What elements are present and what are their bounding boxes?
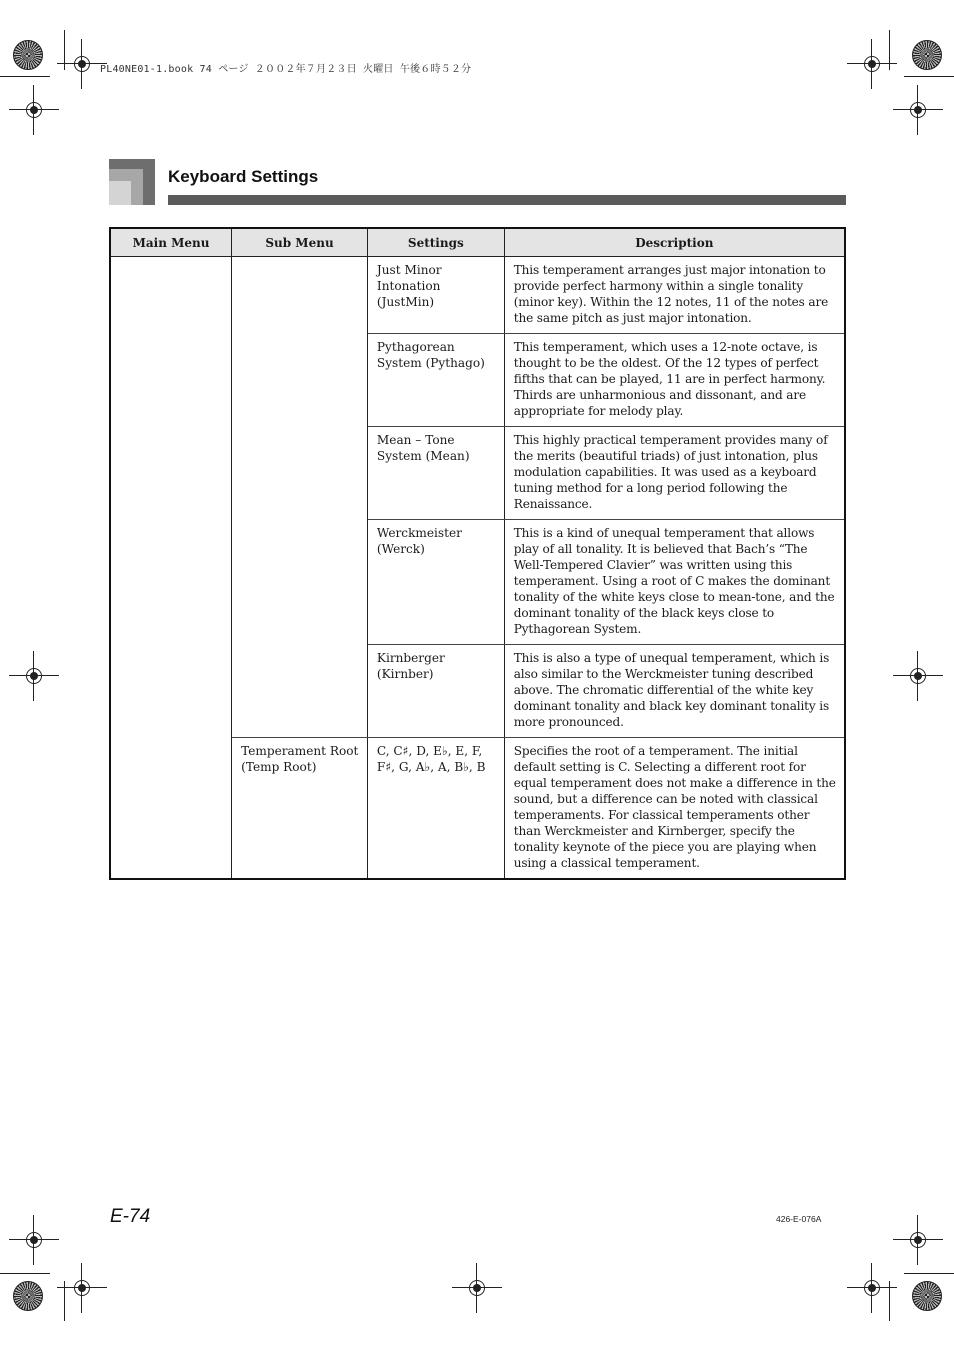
crop-line xyxy=(0,76,50,77)
keyboard-settings-table xyxy=(109,227,846,880)
table-row xyxy=(110,257,845,334)
sub-menu-temperament-root: Temperament Root (Temp Root) xyxy=(232,738,368,880)
section-title: Keyboard Settings xyxy=(168,167,319,186)
crop-line xyxy=(904,1273,954,1274)
crop-line xyxy=(904,76,954,77)
setting-cell: Kirnberger (Kirnber) xyxy=(367,645,504,738)
crop-line xyxy=(64,1281,65,1321)
description-cell: This temperament arranges just major intonation to provide perfect harmony within a single tonality (minor key). Within the 12 notes, 11 of the notes are the same pitch as just major intonation. xyxy=(504,257,845,334)
registration-burst-bottom-left xyxy=(13,1281,43,1311)
file-header: PL40NE01-1.book 74 ページ ２００２年７月２３日 火曜日 午後６時５２分 xyxy=(100,64,472,75)
description-cell: This highly practical temperament provides many of the merits (beautiful triads) of just intonation, plus modulation capabilities. It was used as a keyboard tuning method for a long period following the Renaissance. xyxy=(504,427,845,520)
crosshair-mark-right-upper xyxy=(907,99,929,121)
setting-cell-root-notes: C, C♯, D, E♭, E, F, F♯, G, A♭, A, B♭, B xyxy=(367,738,504,880)
setting-cell: Werckmeister (Werck) xyxy=(367,520,504,645)
setting-cell: Mean – Tone System (Mean) xyxy=(367,427,504,520)
crosshair-mark-left-middle xyxy=(23,665,45,687)
column-header-main-menu: Main Menu xyxy=(110,228,232,257)
registration-burst-top-right xyxy=(912,40,942,70)
description-cell: This is a kind of unequal temperament that allows play of all tonality. It is believed that Bach’s “The Well-Tempered Clavier” was written using this temperament. Using a root of C makes the dominant tonality of the white keys close to mean-tone, and the dominant tonality of the black keys close to Pythagorean System. xyxy=(504,520,845,645)
document-code: 426-E-076A xyxy=(776,1214,822,1224)
crosshair-mark-top-left xyxy=(71,53,93,75)
column-header-settings: Settings xyxy=(367,228,504,257)
column-header-sub-menu: Sub Menu xyxy=(232,228,368,257)
crop-line xyxy=(64,30,65,70)
sub-menu-cell xyxy=(232,257,368,738)
main-menu-cell xyxy=(110,257,232,880)
crosshair-mark-left-lower xyxy=(23,1229,45,1251)
section-title-bar xyxy=(168,195,846,205)
section-title-graphic xyxy=(109,159,155,205)
crosshair-mark-top-right xyxy=(861,53,883,75)
crosshair-mark-right-lower xyxy=(907,1229,929,1251)
registration-burst-top-left xyxy=(13,40,43,70)
crop-line xyxy=(889,30,890,70)
crosshair-mark-left-upper xyxy=(23,99,45,121)
setting-cell: Pythagorean System (Pythago) xyxy=(367,334,504,427)
description-cell: Specifies the root of a temperament. The initial default setting is C. Selecting a different root for equal temperament does not make a difference in the sound, but a difference can be noted with classical temperaments. For classical temperaments other than Werckmeister and Kirnberger, specify the tonality keynote of the piece you are playing when using a classical temperament. xyxy=(504,738,845,880)
column-header-description: Description xyxy=(504,228,845,257)
crop-line xyxy=(0,1273,50,1274)
crosshair-mark-right-middle xyxy=(907,665,929,687)
description-cell: This is also a type of unequal temperament, which is also similar to the Werckmeister tuning described above. The chromatic differential of the white key dominant tonality and black key dominant tonality is more pronounced. xyxy=(504,645,845,738)
page-number: E-74 xyxy=(110,1206,151,1227)
crosshair-mark-bottom-left xyxy=(71,1277,93,1299)
description-cell: This temperament, which uses a 12-note octave, is thought to be the oldest. Of the 12 types of perfect fifths that can be played, 11 are in perfect harmony. Thirds are unharmonious and dissonant, and are appropriate for melody play. xyxy=(504,334,845,427)
setting-cell: Just Minor Intonation (JustMin) xyxy=(367,257,504,334)
crop-line xyxy=(889,1281,890,1321)
table-header-row xyxy=(110,228,845,257)
crosshair-mark-bottom-right xyxy=(861,1277,883,1299)
registration-burst-bottom-right xyxy=(912,1281,942,1311)
crosshair-mark-bottom-center xyxy=(466,1277,488,1299)
